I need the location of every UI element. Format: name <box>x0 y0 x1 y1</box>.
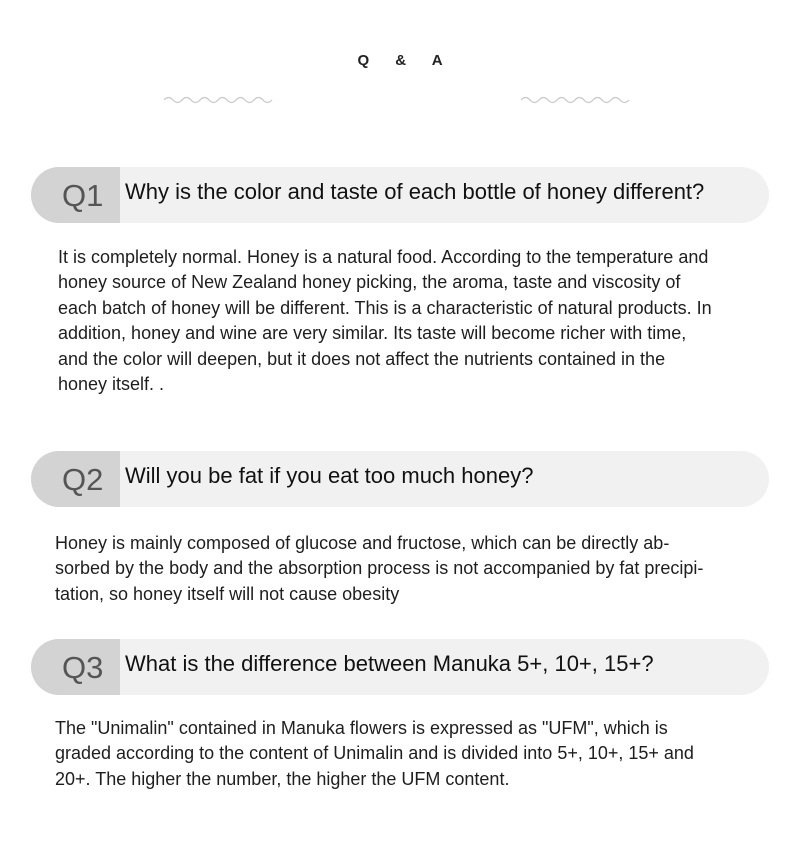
question-text: Will you be fat if you eat too much honey? <box>125 463 534 488</box>
answer-line: sorbed by the body and the absorption process is not accompanied by fat precipi- <box>55 558 704 579</box>
wave-divider-right <box>521 94 633 106</box>
answer-line: and the color will deepen, but it does not affect the nutrients contained in the <box>58 348 666 369</box>
answer-line: honey itself. . <box>58 374 165 395</box>
answer-q1 <box>58 245 778 397</box>
answer-line: tation, so honey itself will not cause obesity <box>55 583 400 604</box>
question-bar-q1 <box>31 167 769 223</box>
answer-line: Honey is mainly composed of glucose and fructose, which can be directly ab- <box>55 533 670 553</box>
question-text: What is the difference between Manuka 5+, 10+, 15+? <box>125 651 654 676</box>
answer-line: addition, honey and wine are very similar. Its taste will become richer with time, <box>58 323 687 344</box>
question-tag: Q3 <box>31 639 120 695</box>
question-text: Why is the color and taste of each bottle of honey different? <box>125 179 705 204</box>
wave-divider-left <box>164 94 276 106</box>
answer-line: each batch of honey will be different. This is a characteristic of natural products. In <box>58 297 712 318</box>
question-tag: Q1 <box>31 167 120 223</box>
answer-q3 <box>55 716 775 792</box>
answer-line: 20+. The higher the number, the higher the UFM content. <box>55 768 510 789</box>
answer-line: graded according to the content of Unimalin and is divided into 5+, 10+, 15+ and <box>55 743 694 764</box>
question-bar-q2 <box>31 451 769 507</box>
page-title: Q & A <box>357 52 454 69</box>
question-bar-q3 <box>31 639 769 695</box>
answer-line: honey source of New Zealand honey picking, the aroma, taste and viscosity of <box>58 272 681 293</box>
question-tag: Q2 <box>31 451 120 507</box>
answer-line: It is completely normal. Honey is a natural food. According to the temperature and <box>58 247 709 267</box>
answer-q2 <box>55 531 775 607</box>
answer-line: The "Unimalin" contained in Manuka flowers is expressed as "UFM", which is <box>55 718 668 738</box>
